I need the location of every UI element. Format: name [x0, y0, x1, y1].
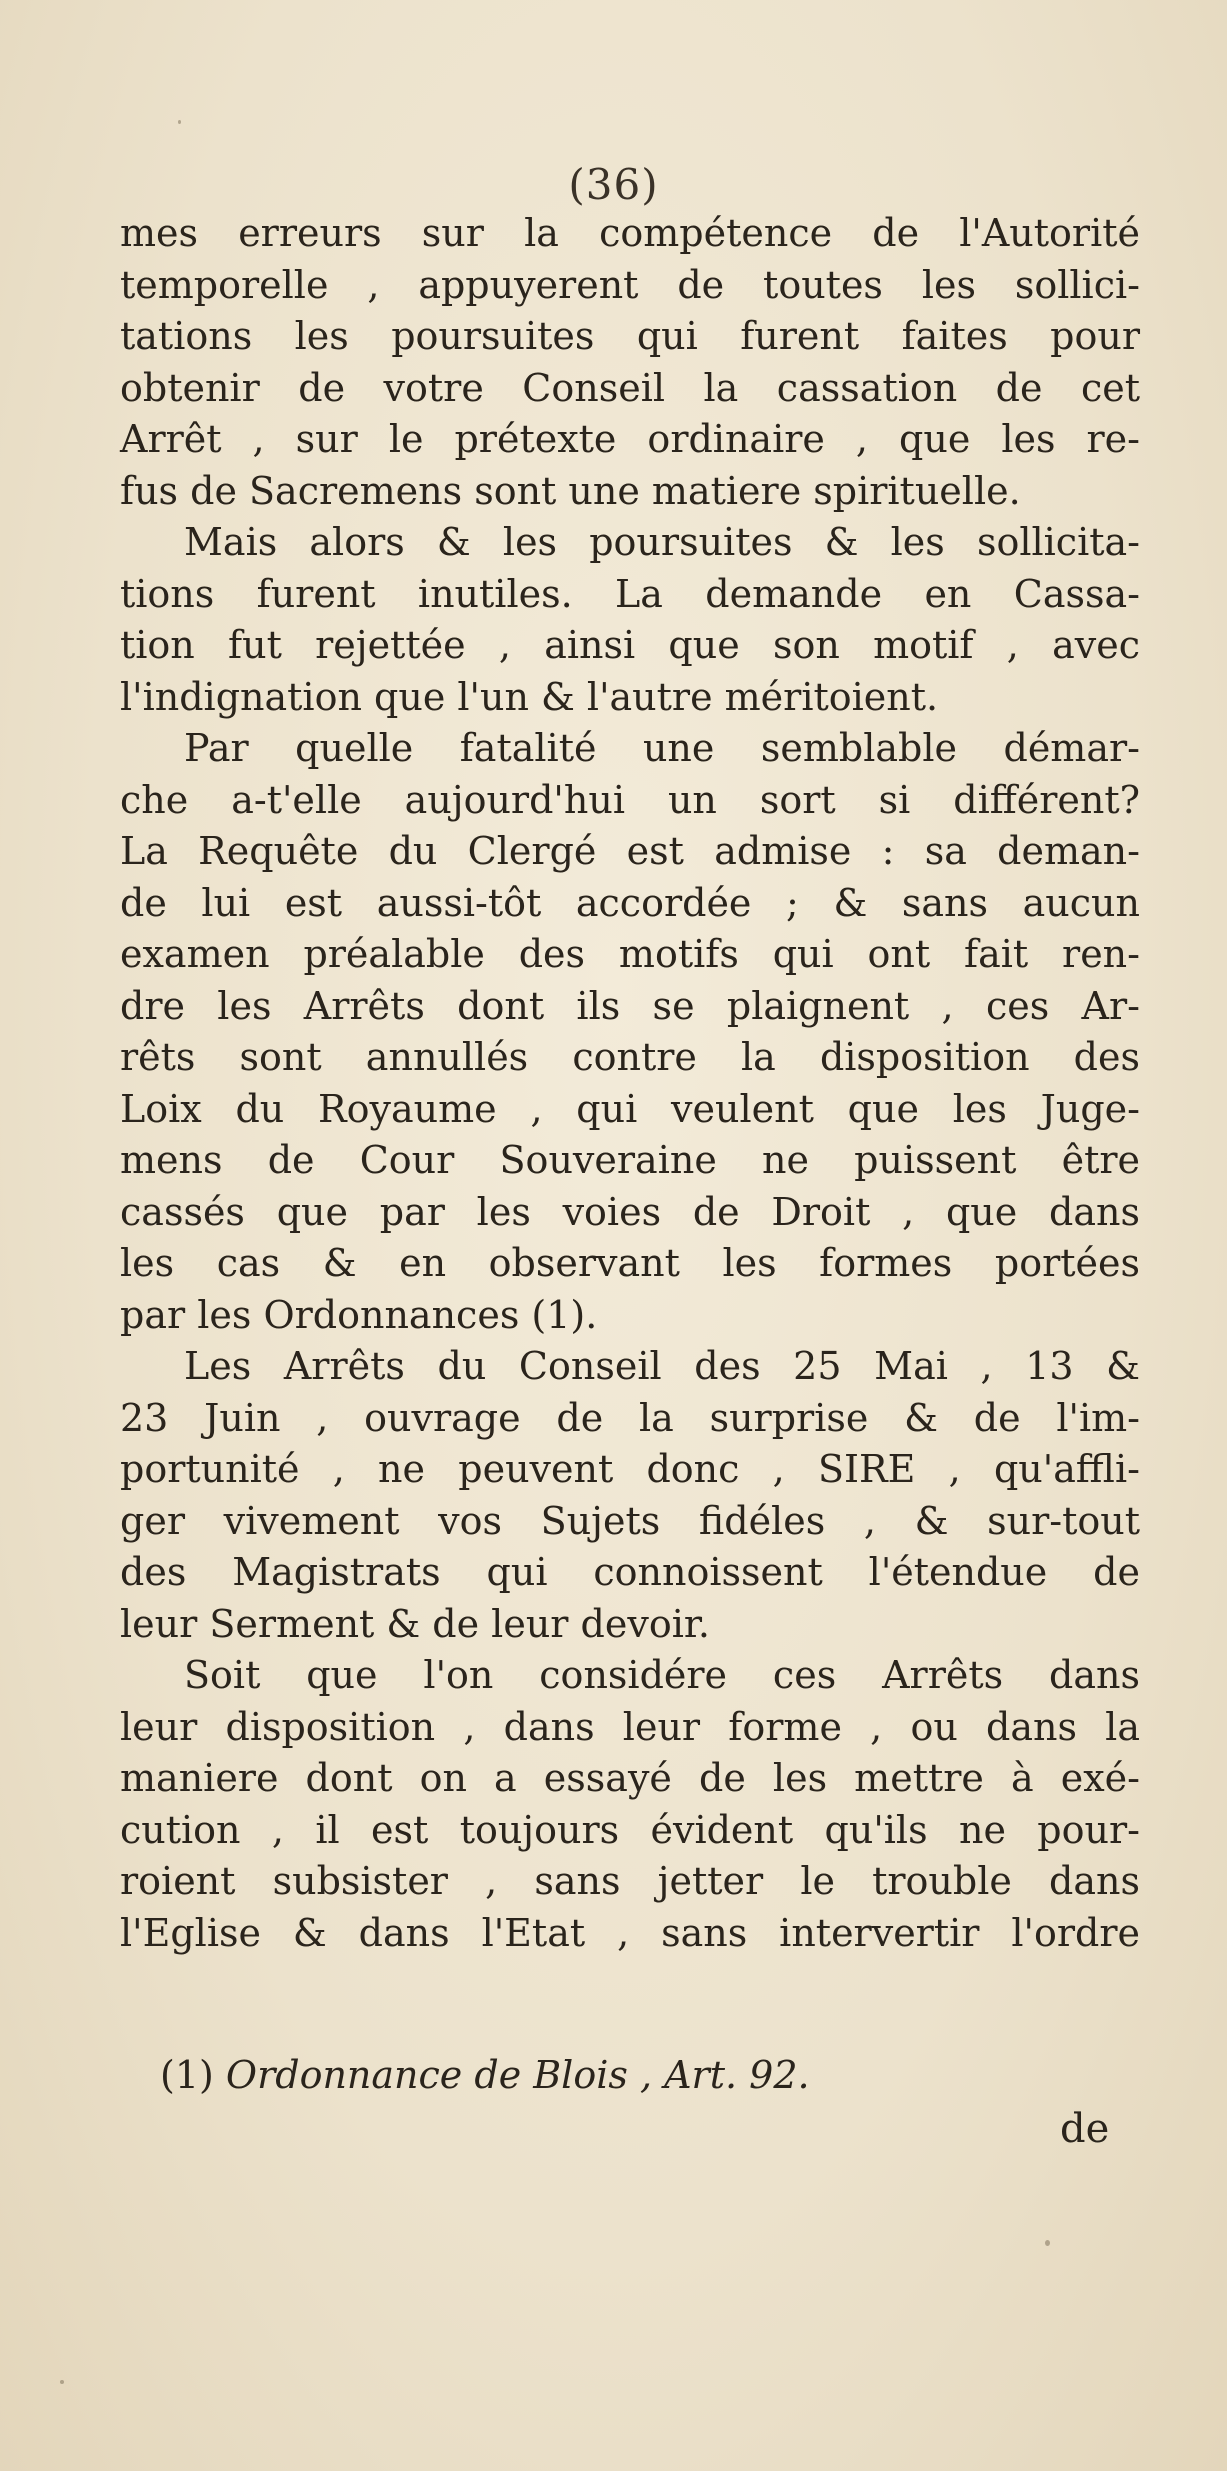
text-line: mes erreurs sur la compétence de l'Autorité	[120, 211, 1140, 255]
text-line: temporelle , appuyerent de toutes les sollici-	[120, 262, 1140, 307]
text-line: de lui est aussi-tôt accordée ; & sans aucun	[120, 880, 1140, 925]
catchword: de	[1060, 2106, 1110, 2152]
text-line: les cas & en observant les formes portées	[120, 1241, 1140, 1285]
body-text	[120, 208, 1140, 1959]
text-line: Mais alors & les poursuites & les sollicita-	[184, 520, 1140, 564]
text-line: l'indignation que l'un & l'autre méritoient.	[120, 674, 939, 719]
text-line: l'Eglise & dans l'Etat , sans intervertir l'ordre	[120, 1910, 1140, 1955]
text-line: rêts sont annullés contre la disposition des	[120, 1035, 1140, 1079]
text-line: portunité , ne peuvent donc , SIRE , qu'affli-	[120, 1447, 1140, 1491]
text-line: cution , il est toujours évident qu'ils ne pour-	[120, 1807, 1140, 1852]
text-line: che a-t'elle aujourd'hui un sort si différent?	[120, 777, 1140, 822]
text-line: maniere dont on a essayé de les mettre à exé-	[120, 1756, 1140, 1800]
footnote-text: Ordonnance de Blois , Art. 92.	[225, 2053, 810, 2097]
text-line: Arrêt , sur le prétexte ordinaire , que les re-	[120, 417, 1140, 461]
paper-speck	[60, 2380, 64, 2384]
footnote-ref: (1)	[160, 2053, 214, 2097]
text-line: tion fut rejettée , ainsi que son motif , avec	[120, 623, 1140, 667]
text-line: Par quelle fatalité une semblable démar-	[184, 726, 1140, 770]
paper-speck	[178, 120, 181, 124]
text-line: cassés que par les voies de Droit , que dans	[120, 1189, 1140, 1234]
text-line: roient subsister , sans jetter le trouble dans	[120, 1859, 1140, 1903]
text-line: des Magistrats qui connoissent l'étendue de	[120, 1550, 1140, 1594]
page-number: (36)	[568, 160, 659, 209]
text-line: dre les Arrêts dont ils se plaignent , ces Ar-	[120, 983, 1140, 1028]
text-line: tions furent inutiles. La demande en Cassa-	[120, 571, 1140, 616]
paper-speck	[1045, 2240, 1050, 2246]
text-line: ger vivement vos Sujets fidéles , & sur-tout	[120, 1498, 1140, 1543]
text-line: Loix du Royaume , qui veulent que les Juge-	[120, 1086, 1140, 1131]
text-line: Les Arrêts du Conseil des 25 Mai , 13 &	[184, 1344, 1140, 1388]
text-line: fus de Sacremens sont une matiere spirituelle.	[120, 468, 1021, 513]
text-line: obtenir de votre Conseil la cassation de cet	[120, 365, 1140, 410]
text-line: leur Serment & de leur devoir.	[120, 1601, 710, 1646]
text-line: tations les poursuites qui furent faites pour	[120, 314, 1140, 358]
text-line: examen préalable des motifs qui ont fait ren-	[120, 932, 1140, 976]
text-line: Soit que l'on considére ces Arrêts dans	[184, 1653, 1140, 1697]
text-line: leur disposition , dans leur forme , ou dans la	[120, 1704, 1140, 1749]
text-line: par les Ordonnances (1).	[120, 1292, 598, 1337]
text-line: mens de Cour Souveraine ne puissent être	[120, 1138, 1140, 1182]
text-line: La Requête du Clergé est admise : sa deman-	[120, 829, 1140, 873]
footnote	[160, 2050, 810, 2100]
text-line: 23 Juin , ouvrage de la surprise & de l'im-	[120, 1395, 1140, 1440]
